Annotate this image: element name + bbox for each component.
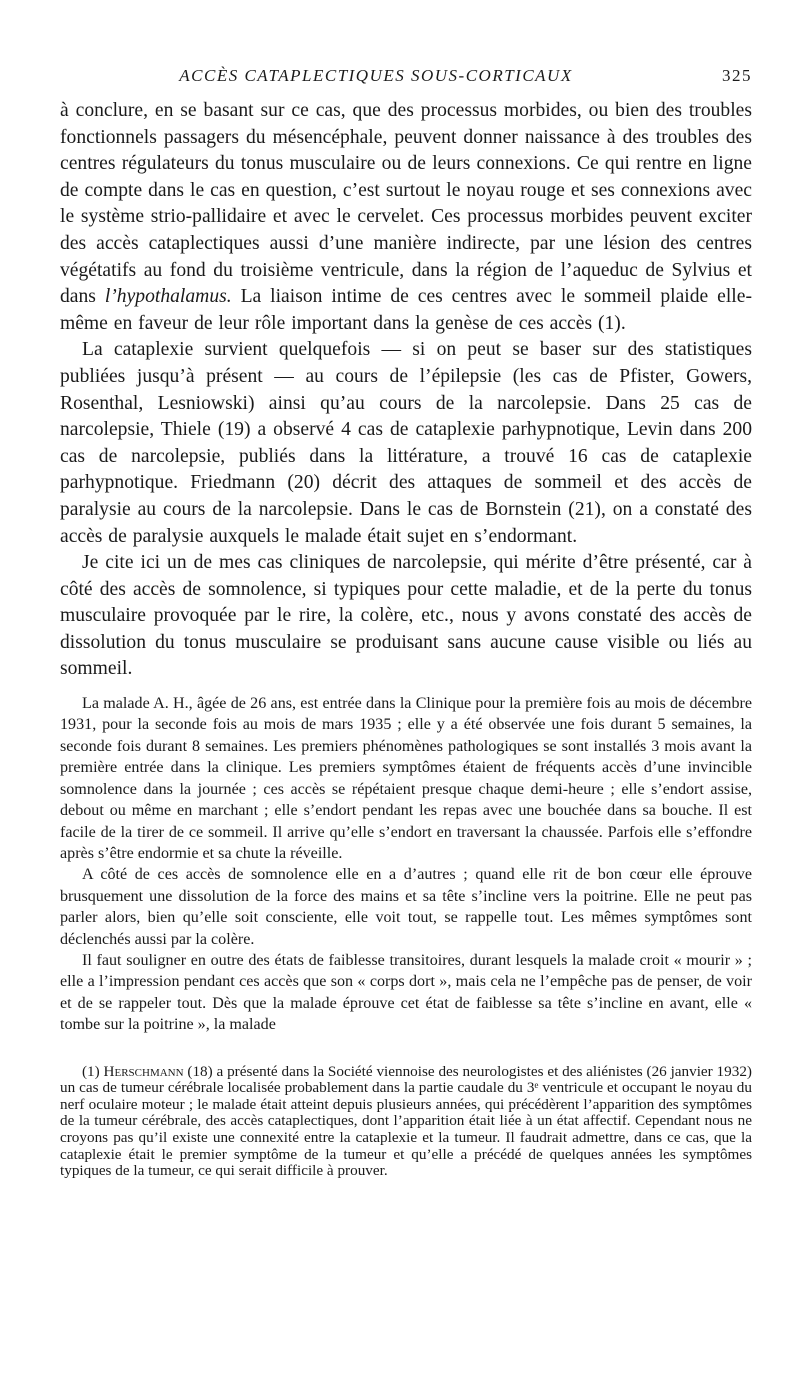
book-page xyxy=(60,66,752,1180)
case-paragraph-1: La malade A. H., âgée de 26 ans, est entrée dans la Clinique pour la première fois au mois de décembre 1931, pour la seconde fois au mois de mars 1935 ; elle y a été observée une fois durant 5 semaines, la seconde fois durant 8 semaines. Les premiers phénomènes pathologiques se sont installés 3 mois avant la première entrée dans la clinique. Les premiers symptômes étaient de fréquents accès d’une invincible somnolence dans la journée ; ces accès se répétaient presque chaque demi-heure ; elle s’endort assise, debout ou même en marchant ; elle s’endort pendant les repas avec une bouchée dans sa bouche. Il est facile de la tirer de ce sommeil. Il arrive qu’elle s’endort en traversant la chaussée. Parfois elle s’effondre après s’être endormie et sa chute la réveille. xyxy=(60,695,752,862)
footnote xyxy=(60,1064,752,1180)
case-paragraph-2: A côté de ces accès de somnolence elle en a d’autres ; quand elle rit de bon cœur elle éprouve brusquement une dissolution de la force des mains et sa tête s’incline vers la poitrine. Elle ne peut pas parler alors, bien qu’elle soit consciente, elle voit tout, se rappelle tout. Les mêmes symptômes sont déclenchés aussi par la colère. xyxy=(60,866,752,948)
case-paragraph-3: Il faut souligner en outre des états de faiblesse transitoires, durant lesquels la malade croit « mourir » ; elle a l’impression pendant ces accès que son « corps dort », mais cela ne l’empêche pas de penser, de voir et de se rappeler tout. Dès que la malade éprouve cet état de faiblesse sa tête s’incline en avant, elle « tombe sur la poitrine », la malade xyxy=(60,951,752,1034)
paragraph-1-part-a: à conclure, en se basant sur ce cas, que des processus morbides, ou bien des troubles fonctionnels passagers du mésencéphale, peuvent donner naissance à des troubles des centres régulateurs du tonus musculaire ou de leurs connexions. Ce qui rentre en ligne de compte dans le cas en question, c’est surtout le noyau rouge et ses connexions avec le système strio-pallidaire et avec le cervelet. Ces processus morbides peuvent exciter des accès cataplectiques aussi d’une manière indirecte, par une lésion des centres végétatifs au fond du troisième ventricule, dans la région de l’aqueduc de Sylvius et dans xyxy=(60,100,752,308)
running-title: ACCÈS CATAPLECTIQUES SOUS-CORTICAUX xyxy=(179,66,573,85)
running-head xyxy=(60,66,752,94)
paragraph-3: Je cite ici un de mes cas cliniques de narcolepsie, qui mérite d’être présenté, car à côté des accès de somnolence, si typiques pour cette maladie, et de la perte du tonus musculaire provoquée par le rire, la colère, etc., nous y avons constaté des accès de dissolution du tonus musculaire se produisant sans aucune cause visible ou liés au sommeil. xyxy=(60,552,752,680)
main-text xyxy=(60,98,752,683)
case-report xyxy=(60,693,752,1036)
page-number: 325 xyxy=(722,66,752,85)
footnote-text: (18) a présenté dans la Société viennoise des neurologistes et des aliénistes (26 janvier 1932) un cas de tumeur cérébrale localisée probablement dans la partie caudale du 3ᵉ ventricule et occupant le noyau du nerf oculaire moteur ; le malade était atteint depuis plusieurs années, qui précédèrent l’apparition des symptômes de la tumeur cérébrale, des accès cataplectiques, dont l’apparition était liée à un état affectif. Cependant nous ne croyons pas qu’il existe une connexité entre la cataplexie et la tumeur. Il faudrait admettre, dans ce cas, que la cataplexie était le premier symptôme de la tumeur et qu’elle a précédé de quelques années les symptômes typiques de la tumeur, ce qui serait difficile à prouver. xyxy=(60,1062,752,1180)
footnote-marker: (1) xyxy=(82,1062,104,1080)
footnote-author: Herschmann xyxy=(103,1062,184,1080)
paragraph-1 xyxy=(60,98,752,337)
paragraph-2: La cataplexie survient quelquefois — si on peut se baser sur des statistiques publiées jusqu’à présent — au cours de l’épilepsie (les cas de Pfister, Gowers, Rosenthal, Lesniowski) ainsi qu’au cours de la narcolepsie. Dans 25 cas de narcolepsie, Thiele (19) a observé 4 cas de cataplexie parhypnotique, Levin dans 200 cas de narcolepsie, publiés dans la littérature, a trouvé 16 cas de cataplexie parhypnotique. Friedmann (20) décrit des attaques de sommeil et des accès de paralysie au cours de la narcolepsie. Dans le cas de Bornstein (21), on a constaté des accès de paralysie auxquels le malade était sujet en s’endormant. xyxy=(60,339,752,547)
paragraph-1-part-b: La liaison intime de ces centres avec le sommeil plaide elle-même en faveur de leur rôle important dans la genèse de ces accès (1). xyxy=(60,286,752,334)
footnote-1 xyxy=(60,1064,752,1180)
paragraph-1-italic-term: l’hypothalamus. xyxy=(104,286,232,308)
